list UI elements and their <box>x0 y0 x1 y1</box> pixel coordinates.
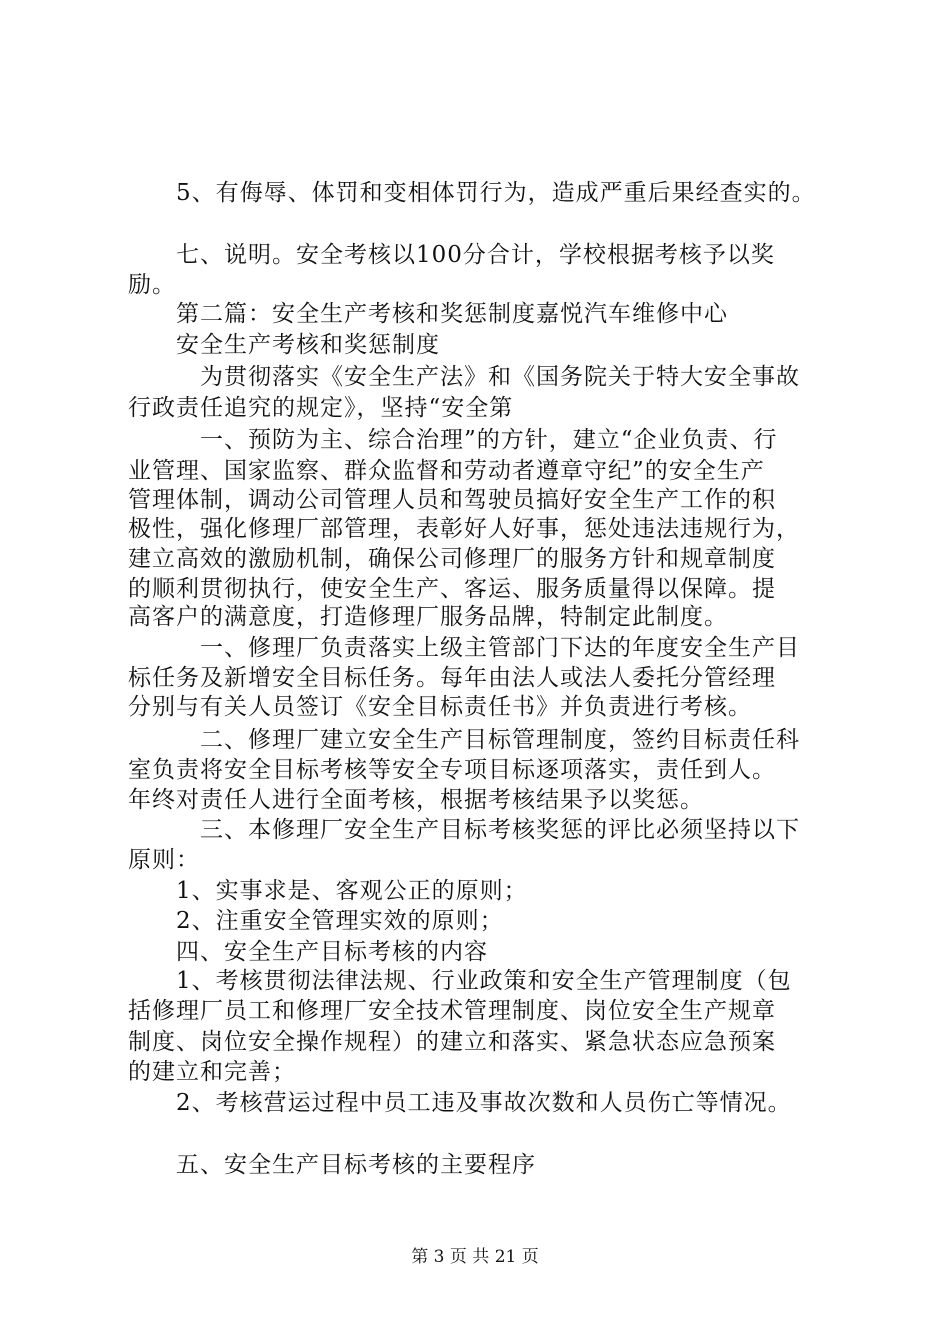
paragraph-line: 制度、岗位安全操作规程）的建立和落实、紧急状态应急预案 <box>128 1029 776 1055</box>
paragraph-line: 励。 <box>128 272 176 298</box>
section-heading: 四、安全生产目标考核的内容 <box>128 939 488 965</box>
paragraph-line: 5、有侮辱、体罚和变相体罚行为，造成严重后果经查实的。 <box>128 180 816 206</box>
paragraph-line: 七、说明。安全考核以100分合计，学校根据考核予以奖 <box>128 242 775 268</box>
paragraph-line: 的建立和完善； <box>128 1059 296 1085</box>
section-heading: 第二篇：安全生产考核和奖惩制度嘉悦汽车维修中心 <box>128 301 728 327</box>
paragraph-line: 原则： <box>128 847 200 873</box>
paragraph-line: 行政责任追究的规定》，坚持“安全第 <box>128 395 514 421</box>
section-heading: 五、安全生产目标考核的主要程序 <box>128 1152 536 1178</box>
paragraph-line: 为贯彻落实《安全生产法》和《国务院关于特大安全事故 <box>128 364 800 390</box>
paragraph-line: 年终对责任人进行全面考核，根据考核结果予以奖惩。 <box>128 787 704 813</box>
paragraph-line: 的顺利贯彻执行，使安全生产、客运、服务质量得以保障。提 <box>128 576 776 602</box>
section-heading: 安全生产考核和奖惩制度 <box>128 332 440 358</box>
paragraph-line: 建立高效的激励机制，确保公司修理厂的服务方针和规章制度 <box>128 546 776 572</box>
paragraph-line: 一、预防为主、综合治理”的方针，建立“企业负责、行 <box>128 427 778 453</box>
paragraph-line: 分别与有关人员签订《安全目标责任书》并负责进行考核。 <box>128 694 752 720</box>
paragraph-line: 管理体制，调动公司管理人员和驾驶员搞好安全生产工作的积 <box>128 487 776 513</box>
paragraph-line: 2、考核营运过程中员工违及事故次数和人员伤亡等情况。 <box>128 1090 792 1116</box>
paragraph-line: 室负责将安全目标考核等安全专项目标逐项落实，责任到人。 <box>128 757 776 783</box>
paragraph-line: 括修理厂员工和修理厂安全技术管理制度、岗位安全生产规章 <box>128 998 776 1024</box>
page-number-footer: 第 3 页 共 21 页 <box>411 1247 539 1267</box>
paragraph-line: 三、本修理厂安全生产目标考核奖惩的评比必须坚持以下 <box>128 817 800 843</box>
paragraph-line: 2、注重安全管理实效的原则； <box>128 908 504 934</box>
paragraph-line: 高客户的满意度，打造修理厂服务品牌，特制定此制度。 <box>128 604 728 630</box>
paragraph-line: 业管理、国家监察、群众监督和劳动者遵章守纪”的安全生产 <box>128 458 765 484</box>
paragraph-line: 1、实事求是、客观公正的原则； <box>128 878 528 904</box>
paragraph-line: 二、修理厂建立安全生产目标管理制度，签约目标责任科 <box>128 727 800 753</box>
paragraph-line: 标任务及新增安全目标任务。每年由法人或法人委托分管经理 <box>128 665 776 691</box>
paragraph-line: 1、考核贯彻法律法规、行业政策和安全生产管理制度（包 <box>128 968 792 994</box>
paragraph-line: 一、修理厂负责落实上级主管部门下达的年度安全生产目 <box>128 635 800 661</box>
paragraph-line: 极性，强化修理厂部管理，表彰好人好事，惩处违法违规行为， <box>128 516 800 542</box>
